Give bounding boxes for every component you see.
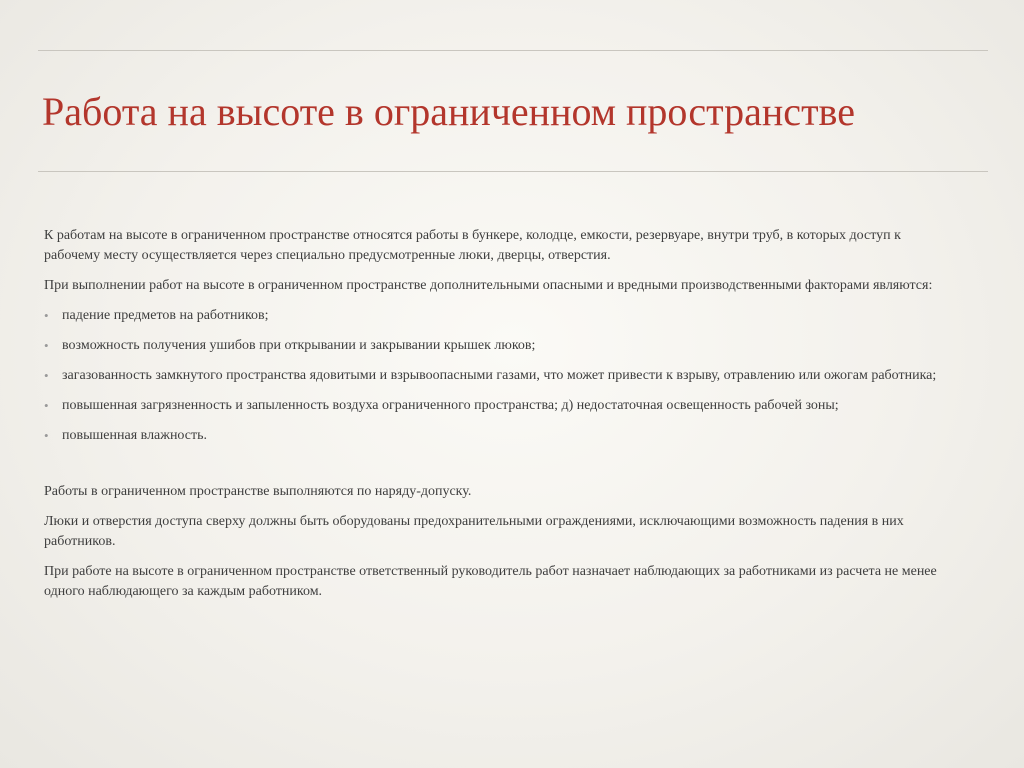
list-item-text: повышенная загрязненность и запыленность воздуха ограниченного пространства; д) недостаточная освещенность рабочей зоны;: [62, 398, 839, 413]
slide-body: [44, 226, 944, 612]
title-divider: [38, 171, 988, 172]
list-item-text: падение предметов на работников;: [62, 308, 269, 323]
list-item: [44, 336, 944, 356]
list-item: [44, 306, 944, 326]
list-item: [44, 426, 944, 446]
list-item-text: загазованность замкнутого пространства ядовитыми и взрывоопасными газами, что может привести к взрыву, отравлению или ожогам работника;: [62, 368, 937, 383]
bullet-icon: •: [44, 398, 49, 413]
list-item-text: возможность получения ушибов при открывании и закрывании крышек люков;: [62, 338, 536, 353]
top-divider: [38, 50, 988, 51]
intro-paragraph: К работам на высоте в ограниченном пространстве относятся работы в бункере, колодце, емкости, резервуаре, внутри труб, в которых доступ к рабочему месту осуществляется через специально предусмотренные люки, дверцы, отверстия.: [44, 228, 901, 263]
factors-lead-paragraph: При выполнении работ на высоте в ограниченном пространстве дополнительными опасными и вредными производственными факторами являются:: [44, 278, 933, 293]
section-spacer: [44, 456, 944, 482]
permit-paragraph: Работы в ограниченном пространстве выполняются по наряду-допуску.: [44, 484, 472, 499]
list-item: [44, 396, 944, 416]
observers-paragraph: При работе на высоте в ограниченном пространстве ответственный руководитель работ назначает наблюдающих за работниками из расчета не менее одного наблюдающего за каждым работником.: [44, 564, 937, 599]
hatches-paragraph: Люки и отверстия доступа сверху должны быть оборудованы предохранительными ограждениями, исключающими возможность падения в них работников.: [44, 514, 904, 549]
bullet-icon: •: [44, 368, 49, 383]
bullet-icon: •: [44, 338, 49, 353]
list-item: [44, 366, 944, 386]
slide-title: Работа на высоте в ограниченном пространстве: [42, 89, 855, 134]
hazard-list: [44, 306, 944, 446]
bullet-icon: •: [44, 308, 49, 323]
list-item-text: повышенная влажность.: [62, 428, 207, 443]
bullet-icon: •: [44, 428, 49, 443]
